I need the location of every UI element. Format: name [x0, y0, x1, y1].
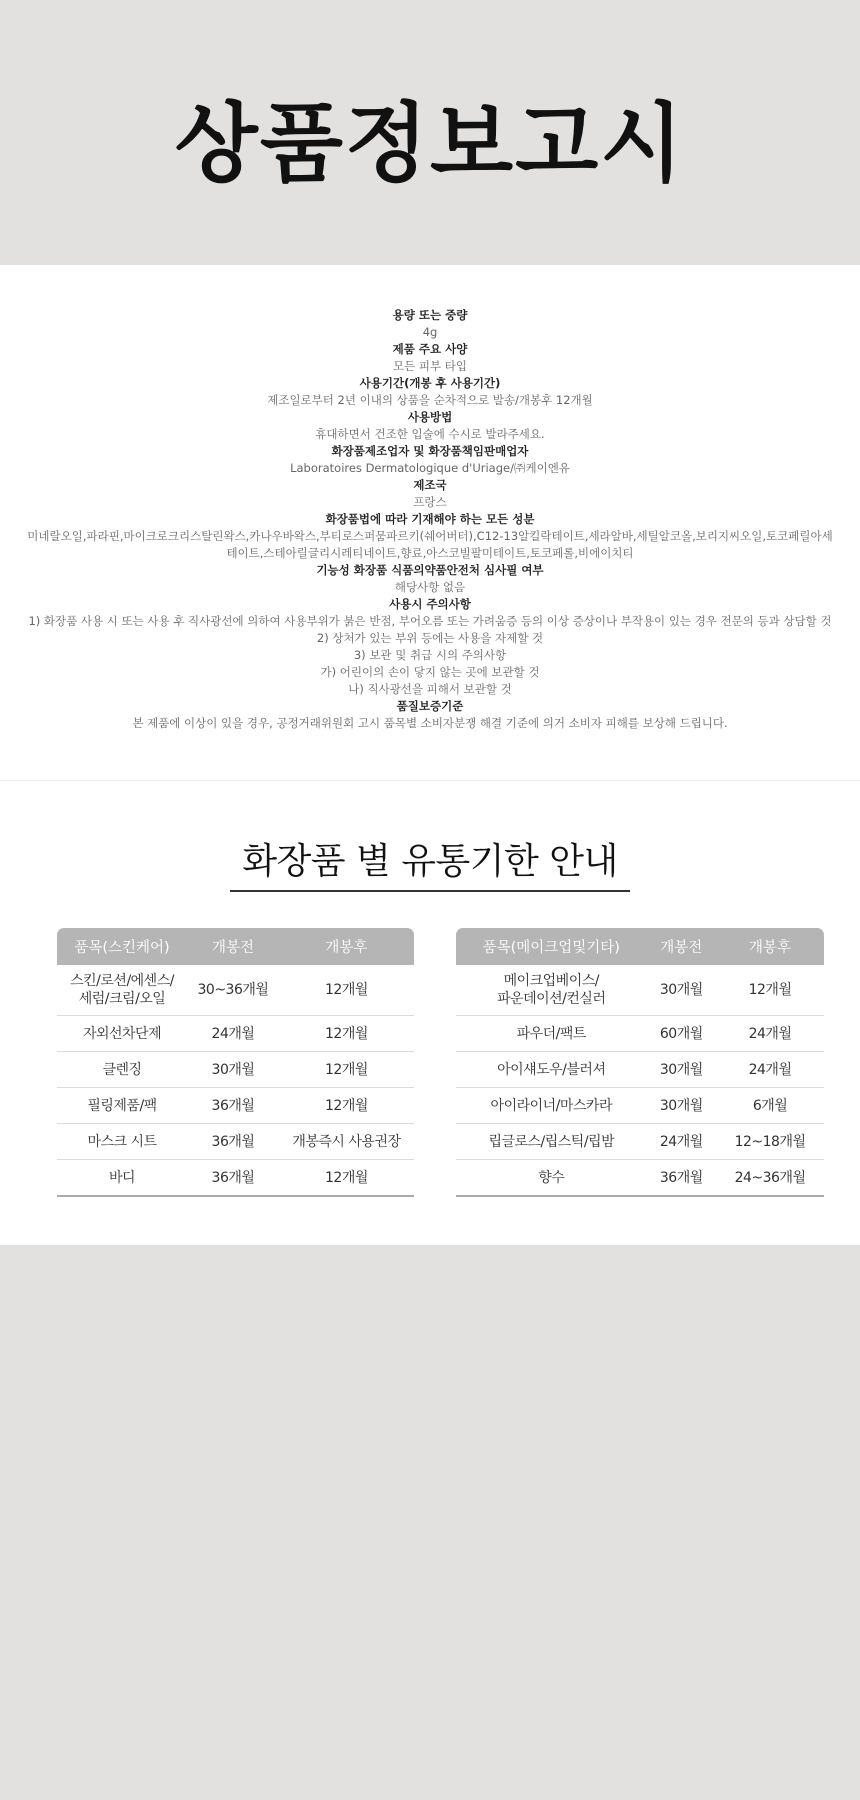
before-cell: 30개월: [647, 1052, 717, 1088]
table-row: [57, 965, 414, 1016]
info-label-country: 제조국: [413, 478, 447, 492]
info-value-period: 제조일로부터 2년 이내의 상품을 순차적으로 발송/개봉후 12개월: [267, 393, 593, 407]
expiry-guide-title: 화장품 별 유통기한 안내: [230, 833, 630, 892]
table-row: [456, 1016, 824, 1052]
before-cell: 30~36개월: [187, 965, 279, 1016]
before-cell: 36개월: [187, 1160, 279, 1197]
info-value-functional: 해당사항 없음: [394, 580, 466, 594]
makeup-expiry-table: [456, 928, 824, 1197]
item-cell: 파우더/팩트: [456, 1016, 647, 1052]
info-value-spec: 모든 피부 타입: [393, 359, 467, 373]
after-cell: 12~18개월: [716, 1124, 824, 1160]
after-cell: 12개월: [279, 1160, 414, 1197]
after-cell: 24개월: [716, 1052, 824, 1088]
info-value-ingredients: 미네랄오일,파라핀,마이크로크리스탈린왁스,카나우바왁스,부티로스퍼뭄파르키(쉐어버터),C12-13알킬락테이트,세라알바,세틸알코올,보리지씨오일,토코페릴아세테이트,스테아릴글리시레티네이트,향료,아스코빌팔미테이트,토코페롤,비에이치티: [27, 529, 833, 560]
info-label-capacity: 용량 또는 중량: [392, 308, 468, 322]
column-header-before-opening: 개봉전: [187, 928, 279, 965]
column-header-after-opening: 개봉후: [716, 928, 824, 965]
after-cell: 24개월: [716, 1016, 824, 1052]
before-cell: 24개월: [187, 1016, 279, 1052]
item-cell: 자외선차단제: [57, 1016, 187, 1052]
footer-band: [0, 1245, 860, 1800]
table-row: [456, 1088, 824, 1124]
item-cell: 메이크업베이스/ 파운데이션/컨실러: [456, 965, 647, 1016]
table-row: [456, 965, 824, 1016]
info-label-period: 사용기간(개봉 후 사용기간): [359, 376, 501, 390]
before-cell: 36개월: [647, 1160, 717, 1197]
page-title: 상품정보고시: [174, 93, 686, 194]
column-header-item: 품목(메이크업및기타): [456, 928, 647, 965]
after-cell: 개봉즉시 사용권장: [279, 1124, 414, 1160]
info-label-spec: 제품 주요 사양: [392, 342, 468, 356]
item-cell: 아이섀도우/블러셔: [456, 1052, 647, 1088]
info-value-manufacturer: Laboratoires Dermatologique d'Uriage/㈜케이엔유: [290, 461, 570, 475]
info-label-manufacturer: 화장품제조업자 및 화장품책임판매업자: [331, 444, 529, 458]
info-label-ingredients: 화장품법에 따라 기재해야 하는 모든 성분: [325, 512, 535, 526]
before-cell: 30개월: [647, 965, 717, 1016]
table-row: [456, 1124, 824, 1160]
info-value-country: 프랑스: [413, 495, 447, 509]
item-cell: 향수: [456, 1160, 647, 1197]
item-cell: 클렌징: [57, 1052, 187, 1088]
info-value-usage: 휴대하면서 건조한 입술에 수시로 발라주세요.: [315, 427, 545, 441]
table-row: [57, 1124, 414, 1160]
info-label-cautions: 사용시 주의사항: [389, 597, 471, 611]
after-cell: 12개월: [279, 1052, 414, 1088]
after-cell: 6개월: [716, 1088, 824, 1124]
before-cell: 36개월: [187, 1124, 279, 1160]
info-value-capacity: 4g: [422, 325, 438, 339]
skincare-expiry-table: [57, 928, 414, 1197]
before-cell: 36개월: [187, 1088, 279, 1124]
info-value-quality: 본 제품에 이상이 있을 경우, 공정거래위원회 고시 품목별 소비자분쟁 해결 기준에 의거 소비자 피해를 보상해 드립니다.: [132, 716, 728, 730]
before-cell: 60개월: [647, 1016, 717, 1052]
table-row: [57, 1016, 414, 1052]
before-cell: 24개월: [647, 1124, 717, 1160]
expiry-guide-section: [0, 781, 860, 1245]
before-cell: 30개월: [187, 1052, 279, 1088]
item-cell: 마스크 시트: [57, 1124, 187, 1160]
after-cell: 24~36개월: [716, 1160, 824, 1197]
info-label-functional: 기능성 화장품 식품의약품안전처 심사필 여부: [316, 563, 544, 577]
before-cell: 30개월: [647, 1088, 717, 1124]
after-cell: 12개월: [279, 1016, 414, 1052]
after-cell: 12개월: [279, 1088, 414, 1124]
info-value-cautions: 1) 화장품 사용 시 또는 사용 후 직사광선에 의하여 사용부위가 붉은 반점, 부어오름 또는 가려움증 등의 이상 증상이나 부작용이 있는 경우 전문의 등과 상담할 것 2) 상처가 있는 부위 등에는 사용을 자제할 것 3) 보관 및 취급 시의 주의사항 가) 어린이의 손이 닿지 않는 곳에 보관할 것 나) 직사광선을 피해서 보관할 것: [28, 614, 832, 696]
table-row: [57, 1088, 414, 1124]
item-cell: 스킨/로션/에센스/ 세럼/크림/오일: [57, 965, 187, 1016]
table-row: [57, 1052, 414, 1088]
info-label-quality: 품질보증기준: [396, 699, 464, 713]
header-band: [0, 0, 860, 265]
info-label-usage: 사용방법: [407, 410, 453, 424]
table-row: [57, 1160, 414, 1197]
item-cell: 바디: [57, 1160, 187, 1197]
product-info-section: [0, 265, 860, 780]
column-header-item: 품목(스킨케어): [57, 928, 187, 965]
item-cell: 립글로스/립스틱/립밤: [456, 1124, 647, 1160]
table-row: [456, 1160, 824, 1197]
table-row: [456, 1052, 824, 1088]
item-cell: 필링제품/팩: [57, 1088, 187, 1124]
after-cell: 12개월: [716, 965, 824, 1016]
column-header-before-opening: 개봉전: [647, 928, 717, 965]
column-header-after-opening: 개봉후: [279, 928, 414, 965]
item-cell: 아이라이너/마스카라: [456, 1088, 647, 1124]
after-cell: 12개월: [279, 965, 414, 1016]
